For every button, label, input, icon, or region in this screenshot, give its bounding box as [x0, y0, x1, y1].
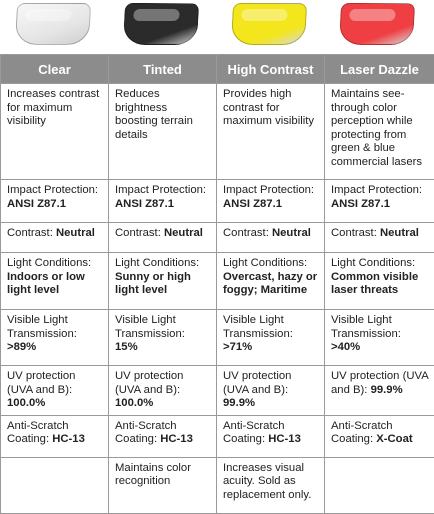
spec-value: >71%: [223, 341, 252, 353]
impact-protection-row: [1, 180, 434, 223]
spec-value: >40%: [331, 341, 360, 353]
spec-label: Anti-Scratch Coating:: [223, 420, 285, 446]
spec-cell: [109, 310, 217, 366]
lens-comparison-table: [0, 54, 434, 514]
spec-label: UV protection (UVA and B):: [223, 370, 291, 396]
spec-cell: [109, 180, 217, 223]
spec-cell: [1, 253, 109, 310]
light-conditions-row: [1, 253, 434, 310]
spec-label: Visible Light Transmission:: [223, 314, 293, 340]
spec-label: Visible Light Transmission:: [7, 314, 77, 340]
spec-label: Contrast:: [331, 227, 377, 239]
high-contrast-lens-image: [231, 3, 307, 45]
spec-cell: [217, 310, 325, 366]
spec-label: Contrast:: [223, 227, 269, 239]
notes-row: [1, 457, 434, 513]
spec-label: Visible Light Transmission:: [115, 314, 185, 340]
spec-cell: [109, 366, 217, 416]
lens-images-row: [0, 0, 434, 50]
column-header: Laser Dazzle: [325, 55, 434, 84]
spec-label: Light Conditions:: [7, 257, 91, 269]
note-cell: Increases visual acuity. Sold as replacement only.: [217, 457, 325, 513]
spec-cell: [217, 223, 325, 253]
spec-label: Light Conditions:: [223, 257, 307, 269]
note-cell: [325, 457, 434, 513]
tinted-lens-image: [123, 3, 199, 45]
spec-value: X-Coat: [376, 433, 412, 445]
description-cell: Reduces brightness boosting terrain details: [109, 84, 217, 180]
laser-dazzle-lens-image: [339, 3, 415, 45]
spec-cell: [217, 180, 325, 223]
spec-cell: [1, 366, 109, 416]
spec-cell: [1, 180, 109, 223]
description-cell: Provides high contrast for maximum visibility: [217, 84, 325, 180]
spec-cell: [325, 310, 434, 366]
spec-cell: [1, 415, 109, 457]
spec-label: Impact Protection:: [223, 184, 314, 196]
contrast-row: [1, 223, 434, 253]
spec-value: 15%: [115, 341, 138, 353]
spec-value: ANSI Z87.1: [7, 198, 66, 210]
spec-cell: [217, 366, 325, 416]
column-header: High Contrast: [217, 55, 325, 84]
spec-cell: [1, 310, 109, 366]
spec-label: Anti-Scratch Coating:: [331, 420, 393, 446]
spec-value: Sunny or high light level: [115, 271, 191, 297]
spec-label: UV protection (UVA and B):: [331, 370, 428, 396]
spec-label: Contrast:: [115, 227, 161, 239]
spec-label: Light Conditions:: [331, 257, 415, 269]
uv-protection-row: [1, 366, 434, 416]
spec-cell: [109, 253, 217, 310]
spec-label: Anti-Scratch Coating:: [115, 420, 177, 446]
spec-value: >89%: [7, 341, 36, 353]
spec-label: UV protection (UVA and B):: [115, 370, 183, 396]
spec-cell: [217, 253, 325, 310]
spec-label: Light Conditions:: [115, 257, 199, 269]
spec-cell: [325, 180, 434, 223]
note-cell: [1, 457, 109, 513]
spec-label: Contrast:: [7, 227, 53, 239]
spec-label: Impact Protection:: [7, 184, 98, 196]
spec-label: Anti-Scratch Coating:: [7, 420, 69, 446]
description-cell: Maintains see-through color perception while protecting from green & blue commercial lasers: [325, 84, 434, 180]
spec-value: Neutral: [272, 227, 311, 239]
spec-cell: [325, 415, 434, 457]
spec-value: 99.9%: [223, 397, 255, 409]
spec-label: Impact Protection:: [331, 184, 422, 196]
header-row: [1, 55, 434, 84]
spec-value: Overcast, hazy or foggy; Maritime: [223, 271, 317, 297]
spec-value: Neutral: [56, 227, 95, 239]
spec-value: HC-13: [268, 433, 301, 445]
spec-value: ANSI Z87.1: [223, 198, 282, 210]
spec-value: 100.0%: [115, 397, 153, 409]
spec-cell: [325, 223, 434, 253]
anti-scratch-coating-row: [1, 415, 434, 457]
spec-cell: [109, 415, 217, 457]
spec-value: Neutral: [164, 227, 203, 239]
spec-value: Neutral: [380, 227, 419, 239]
spec-cell: [325, 366, 434, 416]
spec-cell: [325, 253, 434, 310]
description-cell: Increases contrast for maximum visibility: [1, 84, 109, 180]
spec-value: 100.0%: [7, 397, 45, 409]
spec-cell: [1, 223, 109, 253]
note-cell: Maintains color recognition: [109, 457, 217, 513]
spec-label: Impact Protection:: [115, 184, 206, 196]
spec-value: Common visible laser threats: [331, 271, 418, 297]
spec-value: HC-13: [160, 433, 193, 445]
description-row: [1, 84, 434, 180]
spec-value: HC-13: [52, 433, 85, 445]
column-header: Clear: [1, 55, 109, 84]
spec-value: Indoors or low light level: [7, 271, 85, 297]
spec-label: UV protection (UVA and B):: [7, 370, 75, 396]
visible-light-transmission-row: [1, 310, 434, 366]
spec-value: ANSI Z87.1: [115, 198, 174, 210]
spec-label: Visible Light Transmission:: [331, 314, 401, 340]
spec-value: ANSI Z87.1: [331, 198, 390, 210]
spec-value: 99.9%: [371, 384, 403, 396]
spec-cell: [217, 415, 325, 457]
clear-lens-image: [15, 3, 91, 45]
column-header: Tinted: [109, 55, 217, 84]
spec-cell: [109, 223, 217, 253]
